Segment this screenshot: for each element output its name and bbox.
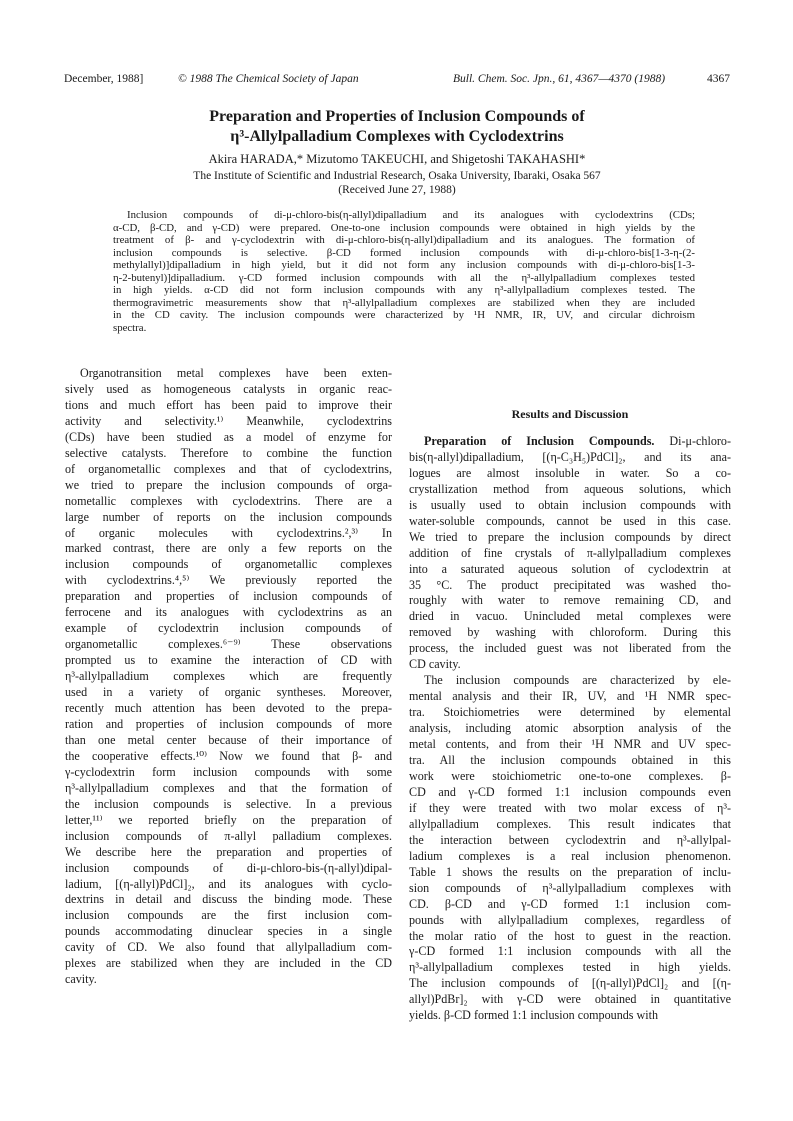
text-line: letter,¹¹⁾ we reported briefly on the preparation of bbox=[65, 812, 392, 827]
text-line: η³-allylpalladium complexes and that the formation of bbox=[65, 780, 392, 795]
text-line: if they were treated with two molar excess of η³- bbox=[409, 800, 731, 815]
text-line: (CDs) have been studied as a model of enzyme for bbox=[65, 429, 392, 444]
text-line: than one metal center because of their importance of bbox=[65, 732, 392, 747]
title-line-1: Preparation and Properties of Inclusion Compounds of bbox=[209, 108, 585, 125]
text-line: inclusion compounds is selective. β-CD formed inclusion compounds with di-μ-chloro-bis[1-3-η-(2- bbox=[113, 246, 695, 259]
text-line: η-2-butenyl)]dipalladium. γ-CD formed inclusion compounds with all the η³-allylpalladium complexes tested bbox=[113, 271, 695, 284]
text-line: η³-allylpalladium complexes which are frequently bbox=[65, 669, 392, 684]
text-line: thermogravimetric measurements show that η³-allylpalladium complexes are stabilized when they are included bbox=[113, 296, 695, 309]
text-line: The inclusion compounds of [(η-allyl)PdCl]₂ and [(η- bbox=[409, 976, 731, 991]
text-line: preparation and properties of inclusion compounds of bbox=[65, 589, 392, 604]
text-line: cavity of CD. We also found that allylpalladium com- bbox=[65, 940, 392, 955]
text-line: allylpalladium complexes. This result indicates that bbox=[409, 816, 731, 831]
abstract bbox=[113, 209, 695, 334]
text-line: the molar ratio of the host to guest in the reaction. bbox=[409, 928, 731, 943]
para1-first-line-text: Di-μ-chloro- bbox=[654, 433, 731, 448]
affiliation-institute: The Institute of Scientific and Industrial Research, Osaka University, Ibaraki, Osaka 567 bbox=[193, 170, 601, 182]
text-line: treatment of β- and γ-cyclodextrin with di-μ-chloro-bis(η-allyl)dipalladium and its analogues. The formation of bbox=[113, 234, 695, 246]
affiliation bbox=[64, 169, 730, 197]
text-line: the cooperative effects.¹⁰⁾ Now we found that β- and bbox=[65, 748, 392, 763]
text-line: recently much attention has been devoted to the prepa- bbox=[65, 701, 392, 716]
running-header bbox=[64, 73, 730, 89]
text-line: used in a variety of organic syntheses. Moreover, bbox=[65, 685, 392, 700]
text-line: bis(η-allyl)dipalladium, [(η-C₃H₅)PdCl]₂, and its ana- bbox=[409, 449, 731, 464]
text-line: prompted us to examine the interaction of CD with bbox=[65, 653, 392, 668]
text-line: analysis, including atomic absorption analysis of the bbox=[409, 721, 731, 736]
text-line: process, the included guest was not liberated from the bbox=[409, 641, 731, 656]
text-line: nometallic complexes with cyclodextrins. There are a bbox=[65, 493, 392, 508]
text-line: ladium, [(η-allyl)PdCl]₂, and its analogues with cyclo- bbox=[65, 876, 392, 891]
text-line: Inclusion compounds of di-μ-chloro-bis(η-allyl)dipalladium and its analogues with cyclodextrins (CDs; bbox=[127, 209, 695, 221]
text-line: example of cyclodextrin inclusion compounds of bbox=[65, 621, 392, 636]
text-line: metal contents, and from their ¹H NMR and UV spec- bbox=[409, 737, 731, 752]
text-line: pounds with allylpalladium complexes, regardless of bbox=[409, 912, 731, 927]
text-line: water-soluble compounds, cannot be used in this case. bbox=[409, 513, 731, 528]
text-line: We tried to prepare the inclusion compounds by direct bbox=[409, 529, 731, 544]
text-line: We describe here the preparation and properties of bbox=[65, 844, 392, 859]
text-line: tions and much effort has been paid to improve their bbox=[65, 397, 392, 412]
text-line: roughly with water to remove remaining CD, and bbox=[409, 593, 731, 608]
text-line: tra. Stoichiometries were determined by elemental bbox=[409, 705, 731, 720]
text-line: crystallization method from aqueous solutions, which bbox=[409, 481, 731, 496]
paragraph-1 bbox=[409, 450, 731, 673]
text-line: cavity. bbox=[65, 972, 97, 987]
text-line: methylallyl)]dipalladium in high yield, but it did not form any inclusion compounds with di-μ-chloro-bis[1-3- bbox=[113, 259, 695, 271]
text-line: inclusion compounds of di-μ-chloro-bis-(η-allyl)dipal- bbox=[65, 860, 392, 875]
text-line: mental analysis and their IR, UV, and ¹H NMR spec- bbox=[409, 689, 731, 704]
text-line: sively used as homogeneous catalysts in organic reac- bbox=[65, 381, 392, 396]
left-column-body bbox=[65, 366, 392, 988]
author-list: Akira HARADA,* Mizutomo TAKEUCHI, and Shigetoshi TAKAHASHI* bbox=[208, 152, 586, 166]
text-line: inclusion compounds of π-allyl palladium complexes. bbox=[65, 828, 392, 843]
text-line: large number of reports on the inclusion compounds bbox=[65, 509, 392, 524]
text-line: the inclusion compounds is selective. In a previous bbox=[65, 796, 392, 811]
received-date: (Received June 27, 1988) bbox=[338, 184, 456, 196]
header-page-number: 4367 bbox=[707, 73, 730, 85]
text-line: is usually used to obtain inclusion compounds with bbox=[409, 497, 731, 512]
text-line: CD and γ-CD formed 1:1 inclusion compounds even bbox=[409, 784, 731, 799]
text-line: plexes are stabilized when they are included in the CD bbox=[65, 956, 392, 971]
title-line-2: η³-Allylpalladium Complexes with Cyclodextrins bbox=[230, 128, 564, 145]
text-line: allyl)PdBr]₂ with γ-CD were obtained in quantitative bbox=[409, 992, 731, 1007]
text-line: we tried to prepare the inclusion compounds of orga- bbox=[65, 477, 392, 492]
text-line: with cyclodextrins.⁴,⁵⁾ We previously reported the bbox=[65, 573, 392, 588]
text-line: spectra. bbox=[113, 321, 147, 334]
paragraph-2 bbox=[409, 673, 731, 1024]
header-copyright: © 1988 The Chemical Society of Japan bbox=[178, 73, 359, 85]
para1-first-line bbox=[409, 434, 731, 450]
text-line: inclusion compounds of organometallic complexes bbox=[65, 557, 392, 572]
text-line: removed by washing with chloroform. During this bbox=[409, 625, 731, 640]
text-line: activity and selectivity.¹⁾ Meanwhile, cyclodextrins bbox=[65, 413, 392, 428]
text-line: of organometallic complexes and that of cyclodextrins, bbox=[65, 461, 392, 476]
text-line: γ-cyclodextrin form inclusion compounds with some bbox=[65, 764, 392, 779]
text-line: marked contrast, there are only a few reports on the bbox=[65, 541, 392, 556]
run-in-heading: Preparation of Inclusion Compounds. bbox=[424, 433, 655, 448]
header-date: December, 1988] bbox=[64, 73, 144, 85]
text-line: Table 1 shows the results on the preparation of inclu- bbox=[409, 864, 731, 879]
text-line: in high yields. α-CD did not form inclusion compounds with any η³-allylpalladium complexes tested. The bbox=[113, 284, 695, 296]
text-line: tra. All the inclusion compounds obtained in this bbox=[409, 753, 731, 768]
text-line: γ-CD formed 1:1 inclusion compounds with all the bbox=[409, 944, 731, 959]
text-line: organometallic complexes.⁶⁻⁹⁾ These observations bbox=[65, 637, 392, 652]
article-title bbox=[64, 107, 730, 147]
text-line: CD. β-CD and γ-CD formed 1:1 inclusion com- bbox=[409, 896, 731, 911]
text-line: selective catalysts. Therefore to combine the function bbox=[65, 445, 392, 460]
header-journal-citation: Bull. Chem. Soc. Jpn., 61, 4367—4370 (1988) bbox=[453, 73, 666, 85]
text-line: α-CD, β-CD, and γ-CD) were prepared. One-to-one inclusion compounds were obtained in high yields by the bbox=[113, 221, 695, 234]
text-line: dried in vacuo. Unincluded metal complexes were bbox=[409, 609, 731, 624]
text-line: into a saturated aqueous solution of cyclodextrin at bbox=[409, 561, 731, 576]
text-line: logues are almost insoluble in water. So a co- bbox=[409, 465, 731, 480]
text-line: work were stoichiometric one-to-one complexes. β- bbox=[409, 768, 731, 783]
section-heading: Results and Discussion bbox=[511, 407, 629, 421]
text-line: sion compounds of η³-allylpalladium complexes with bbox=[409, 880, 731, 895]
text-line: ferrocene and its analogues with cyclodextrins as an bbox=[65, 605, 392, 620]
text-line: ration and properties of inclusion compounds of more bbox=[65, 716, 392, 731]
text-line: addition of fine crystals of π-allylpalladium complexes bbox=[409, 545, 731, 560]
text-line: yields. β-CD formed 1:1 inclusion compounds with bbox=[409, 1008, 659, 1023]
text-line: of organic molecules with cyclodextrins.²,³⁾ In bbox=[65, 525, 392, 540]
text-line: inclusion compounds are the first inclusion com- bbox=[65, 908, 392, 923]
text-line: pounds accommodating dinuclear species in a single bbox=[65, 924, 392, 939]
text-line: Organotransition metal complexes have been exten- bbox=[80, 366, 392, 380]
text-line: ladium complexes is a real inclusion phenomenon. bbox=[409, 848, 731, 863]
text-line: dextrins in detail and discuss the binding mode. These bbox=[65, 892, 392, 907]
text-line: The inclusion compounds are characterized by ele- bbox=[424, 673, 731, 688]
text-line: η³-allylpalladium complexes tested in high yields. bbox=[409, 960, 731, 975]
right-column-body bbox=[409, 366, 731, 1024]
text-line: the interaction between cyclodextrin and η³-allylpal- bbox=[409, 832, 731, 847]
text-line: in the CD cavity. The inclusion compounds were characterized by ¹H NMR, IR, UV, and circular dichroism bbox=[113, 309, 695, 321]
text-line: 35 °C. The product precipitated was washed tho- bbox=[409, 577, 731, 592]
text-line: CD cavity. bbox=[409, 657, 461, 672]
